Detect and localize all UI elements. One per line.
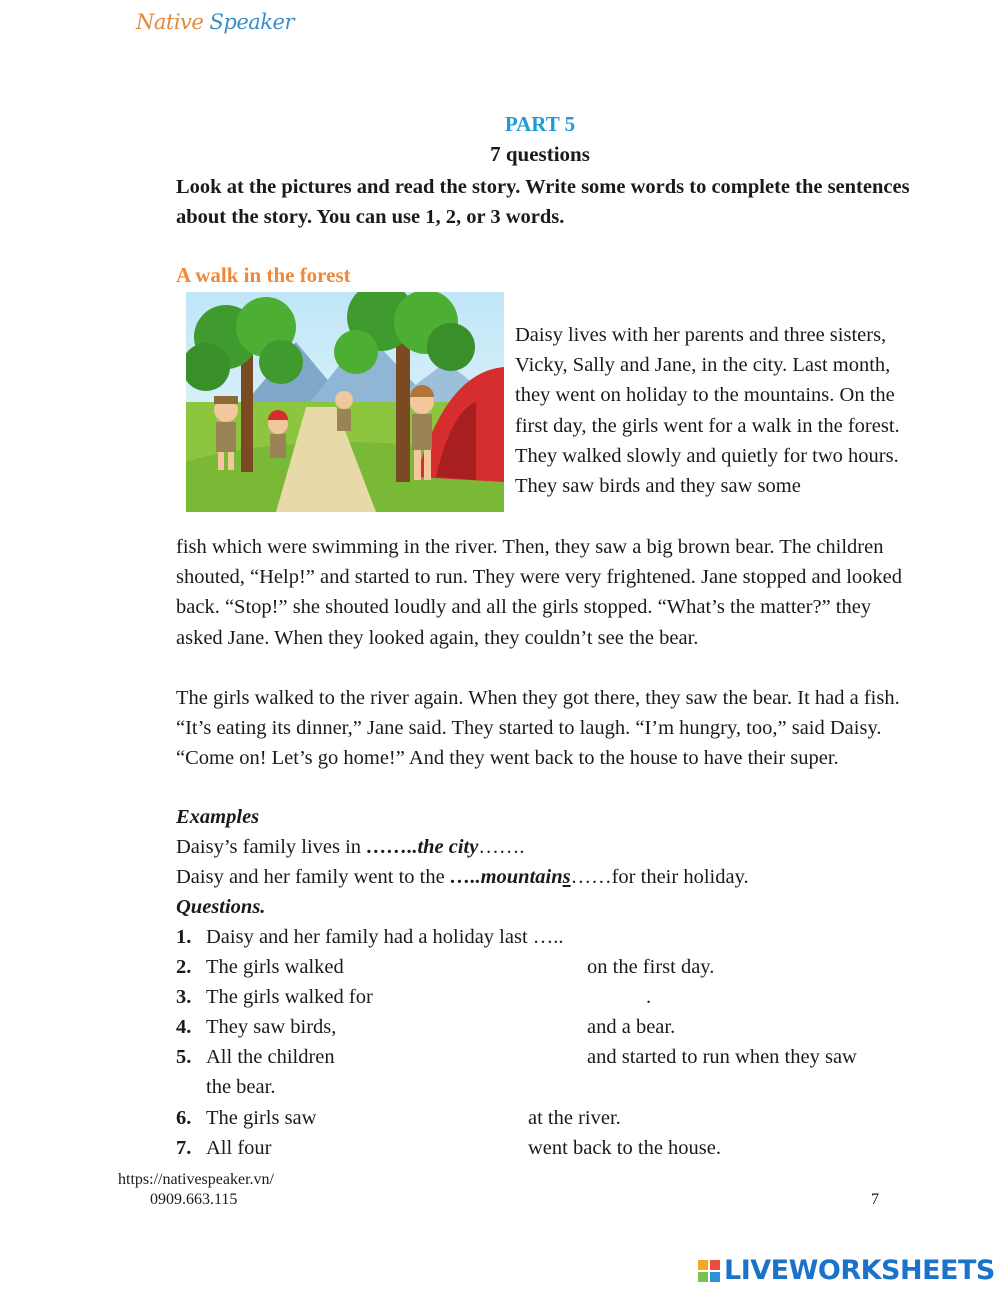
example-2: Daisy and her family went to the …..mountains……for their holiday. bbox=[176, 866, 749, 888]
part-title: PART 5 bbox=[504, 112, 576, 136]
answer-input-5[interactable] bbox=[356, 1046, 582, 1070]
examples-heading: Examples bbox=[176, 806, 260, 828]
answer-input-6[interactable] bbox=[336, 1107, 522, 1131]
story-paragraph-2: fish which were swimming in the river. Then, they saw a big brown bear. The children shouted, “Help!” and started to run. They were very frightened. Jane stopped and looked back. “Stop!” she shouted loudly and all the girls stopped. “What’s the matter?” they asked Jane. When they looked again, they couldn’t see the bear. bbox=[176, 536, 902, 649]
story-paragraph-1: Daisy lives with her parents and three sisters, Vicky, Sally and Jane, in the city. Last month, they went on holiday to the mountains. On the first day, the girls went for a walk in the forest. They walked slowly and quietly for two hours. They saw birds and they saw some bbox=[515, 324, 900, 498]
question-count: 7 questions bbox=[490, 142, 590, 166]
answer-input-2[interactable] bbox=[368, 956, 582, 980]
instructions: Look at the pictures and read the story. Write some words to complete the sentences about the story. You can use 1, 2, or 3 words. bbox=[176, 176, 910, 228]
answer-input-4[interactable] bbox=[360, 1016, 582, 1040]
native-speaker-logo: Native Speaker bbox=[136, 10, 294, 34]
liveworksheets-logo: LIVEWORKSHEETS bbox=[698, 1255, 995, 1286]
example-1: Daisy’s family lives in ……..the city……. bbox=[176, 836, 525, 858]
questions-heading: Questions. bbox=[176, 896, 266, 918]
liveworksheets-grid-icon bbox=[698, 1260, 720, 1282]
page-number: 7 bbox=[871, 1191, 879, 1208]
footer-phone: 0909.663.115 bbox=[150, 1191, 238, 1208]
forest-camping-illustration bbox=[186, 292, 504, 512]
story-title: A walk in the forest bbox=[176, 263, 351, 287]
story-paragraph-3: The girls walked to the river again. When they got there, they saw the bear. It had a fish. “It’s eating its dinner,” Jane said. They started to laugh. “I’m hungry, too,” said Daisy. “Come on! Let’s go home!” And they went back to the house to have their super. bbox=[176, 687, 900, 770]
answer-input-3[interactable] bbox=[398, 986, 642, 1010]
answer-input-7[interactable] bbox=[286, 1137, 522, 1161]
footer-url: https://nativespeaker.vn/ bbox=[118, 1171, 274, 1188]
